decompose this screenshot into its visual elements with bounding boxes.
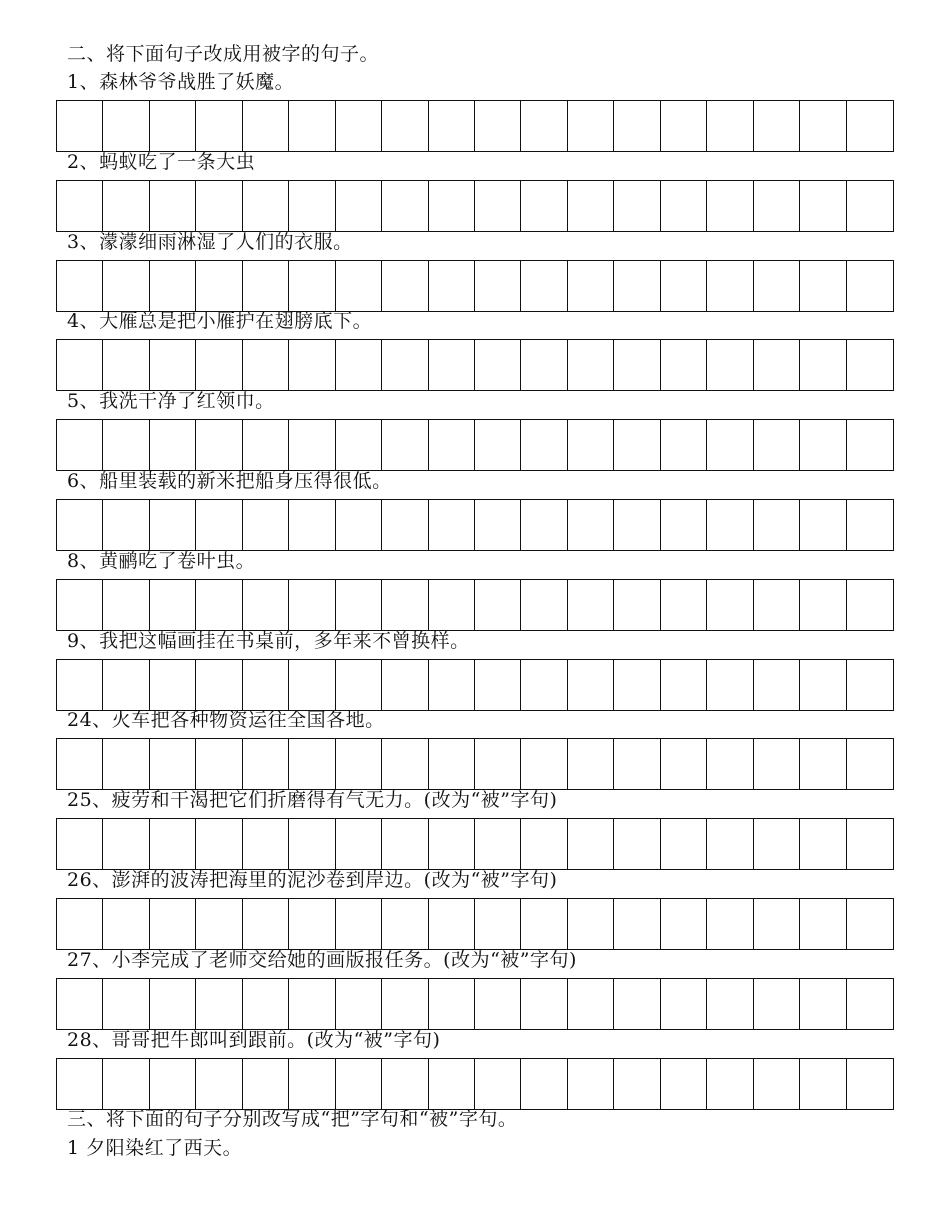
answer-cell[interactable] [800, 739, 846, 789]
answer-cell[interactable] [521, 979, 567, 1029]
answer-cell[interactable] [150, 420, 196, 470]
answer-cell[interactable] [382, 261, 428, 311]
answer-cell[interactable] [382, 500, 428, 550]
answer-cell[interactable] [568, 340, 614, 390]
answer-cell[interactable] [429, 420, 475, 470]
answer-cell[interactable] [475, 739, 521, 789]
answer-cell[interactable] [661, 899, 707, 949]
answer-cell[interactable] [521, 819, 567, 869]
answer-cell[interactable] [568, 420, 614, 470]
answer-cell[interactable] [475, 899, 521, 949]
answer-cell[interactable] [150, 979, 196, 1029]
answer-cell[interactable] [57, 979, 103, 1029]
answer-cell[interactable] [568, 500, 614, 550]
answer-cell[interactable] [103, 181, 149, 231]
answer-cell[interactable] [289, 979, 335, 1029]
answer-cell[interactable] [103, 420, 149, 470]
answer-cell[interactable] [196, 819, 242, 869]
answer-grid[interactable] [56, 419, 894, 471]
answer-cell[interactable] [289, 1059, 335, 1109]
answer-cell[interactable] [382, 979, 428, 1029]
answer-cell[interactable] [754, 181, 800, 231]
answer-cell[interactable] [336, 660, 382, 710]
answer-cell[interactable] [289, 340, 335, 390]
answer-cell[interactable] [196, 739, 242, 789]
question-6: 6、船里装载的新米把船身压得很低。 [67, 470, 392, 492]
answer-cell[interactable] [243, 660, 289, 710]
answer-cell[interactable] [429, 979, 475, 1029]
answer-cell[interactable] [568, 261, 614, 311]
question-7: 8、黄鹂吃了卷叶虫。 [67, 549, 256, 572]
answer-cell[interactable] [707, 819, 753, 869]
answer-cell[interactable] [150, 660, 196, 710]
answer-cell[interactable] [382, 1059, 428, 1109]
answer-cell[interactable] [707, 660, 753, 710]
question-3: 3、濛濛细雨淋湿了人们的衣服。 [67, 230, 353, 253]
answer-cell[interactable] [336, 899, 382, 949]
answer-cell[interactable] [847, 819, 893, 869]
answer-cell[interactable] [196, 580, 242, 630]
answer-cell[interactable] [103, 739, 149, 789]
section-3-item-1: 1 夕阳染红了西天。 [67, 1137, 243, 1159]
answer-grid[interactable] [56, 978, 894, 1030]
answer-cell[interactable] [289, 261, 335, 311]
answer-cell[interactable] [196, 660, 242, 710]
answer-cell[interactable] [243, 580, 289, 630]
answer-cell[interactable] [847, 660, 893, 710]
answer-cell[interactable] [336, 1059, 382, 1109]
answer-cell[interactable] [521, 660, 567, 710]
question-8: 9、我把这幅画挂在书桌前，多年来不曾换样。 [67, 629, 470, 652]
answer-cell[interactable] [847, 739, 893, 789]
answer-cell[interactable] [336, 340, 382, 390]
answer-cell[interactable] [382, 660, 428, 710]
answer-cell[interactable] [196, 899, 242, 949]
answer-cell[interactable] [707, 979, 753, 1029]
answer-cell[interactable] [707, 580, 753, 630]
answer-cell[interactable] [243, 500, 289, 550]
answer-cell[interactable] [150, 739, 196, 789]
answer-cell[interactable] [429, 181, 475, 231]
answer-cell[interactable] [847, 1059, 893, 1109]
answer-cell[interactable] [150, 580, 196, 630]
answer-cell[interactable] [382, 101, 428, 151]
answer-cell[interactable] [475, 181, 521, 231]
answer-cell[interactable] [521, 340, 567, 390]
section-3-heading: 三、将下面的句子分别改写成“把”字句和“被”字句。 [67, 1108, 518, 1130]
answer-grid[interactable] [56, 738, 894, 790]
answer-cell[interactable] [196, 1059, 242, 1109]
answer-cell[interactable] [57, 181, 103, 231]
answer-cell[interactable] [661, 819, 707, 869]
answer-cell[interactable] [614, 899, 660, 949]
answer-cell[interactable] [57, 261, 103, 311]
answer-cell[interactable] [336, 979, 382, 1029]
answer-cell[interactable] [475, 420, 521, 470]
answer-cell[interactable] [475, 340, 521, 390]
answer-cell[interactable] [661, 739, 707, 789]
answer-cell[interactable] [196, 979, 242, 1029]
answer-cell[interactable] [243, 819, 289, 869]
answer-cell[interactable] [661, 979, 707, 1029]
answer-cell[interactable] [568, 819, 614, 869]
answer-cell[interactable] [754, 979, 800, 1029]
question-12: 27、小李完成了老师交给她的画版报任务。(改为“被”字句) [67, 948, 577, 971]
answer-cell[interactable] [568, 101, 614, 151]
answer-cell[interactable] [103, 660, 149, 710]
answer-cell[interactable] [103, 1059, 149, 1109]
answer-cell[interactable] [661, 340, 707, 390]
answer-cell[interactable] [661, 420, 707, 470]
answer-cell[interactable] [429, 899, 475, 949]
answer-cell[interactable] [661, 261, 707, 311]
answer-cell[interactable] [336, 261, 382, 311]
answer-cell[interactable] [475, 979, 521, 1029]
answer-cell[interactable] [707, 899, 753, 949]
answer-cell[interactable] [57, 580, 103, 630]
answer-cell[interactable] [57, 500, 103, 550]
answer-cell[interactable] [57, 660, 103, 710]
answer-cell[interactable] [614, 261, 660, 311]
answer-cell[interactable] [521, 101, 567, 151]
answer-cell[interactable] [57, 340, 103, 390]
answer-cell[interactable] [754, 660, 800, 710]
question-9: 24、火车把各种物资运往全国各地。 [67, 709, 385, 732]
answer-cell[interactable] [847, 261, 893, 311]
answer-cell[interactable] [429, 101, 475, 151]
answer-cell[interactable] [661, 580, 707, 630]
answer-cell[interactable] [289, 500, 335, 550]
answer-cell[interactable] [150, 261, 196, 311]
answer-cell[interactable] [475, 101, 521, 151]
answer-cell[interactable] [243, 1059, 289, 1109]
answer-cell[interactable] [336, 500, 382, 550]
answer-cell[interactable] [800, 660, 846, 710]
answer-cell[interactable] [568, 739, 614, 789]
answer-cell[interactable] [150, 500, 196, 550]
question-5: 5、我洗干净了红领巾。 [67, 390, 275, 413]
answer-cell[interactable] [382, 340, 428, 390]
answer-cell[interactable] [289, 420, 335, 470]
answer-cell[interactable] [150, 819, 196, 869]
answer-cell[interactable] [382, 420, 428, 470]
answer-cell[interactable] [57, 420, 103, 470]
answer-cell[interactable] [754, 500, 800, 550]
answer-cell[interactable] [243, 340, 289, 390]
answer-cell[interactable] [150, 181, 196, 231]
answer-cell[interactable] [103, 261, 149, 311]
answer-cell[interactable] [800, 580, 846, 630]
answer-cell[interactable] [103, 979, 149, 1029]
answer-cell[interactable] [150, 899, 196, 949]
answer-cell[interactable] [800, 261, 846, 311]
answer-cell[interactable] [103, 101, 149, 151]
answer-cell[interactable] [289, 660, 335, 710]
answer-cell[interactable] [568, 580, 614, 630]
answer-cell[interactable] [614, 739, 660, 789]
answer-cell[interactable] [150, 340, 196, 390]
answer-cell[interactable] [429, 580, 475, 630]
answer-cell[interactable] [289, 181, 335, 231]
answer-cell[interactable] [243, 739, 289, 789]
answer-cell[interactable] [707, 420, 753, 470]
answer-cell[interactable] [614, 500, 660, 550]
answer-cell[interactable] [196, 181, 242, 231]
answer-cell[interactable] [103, 819, 149, 869]
answer-cell[interactable] [614, 979, 660, 1029]
answer-cell[interactable] [289, 819, 335, 869]
answer-cell[interactable] [475, 1059, 521, 1109]
answer-cell[interactable] [568, 660, 614, 710]
answer-cell[interactable] [800, 979, 846, 1029]
answer-cell[interactable] [754, 899, 800, 949]
answer-grid[interactable] [56, 180, 894, 232]
answer-cell[interactable] [196, 340, 242, 390]
answer-cell[interactable] [707, 500, 753, 550]
answer-cell[interactable] [336, 420, 382, 470]
answer-cell[interactable] [754, 1059, 800, 1109]
answer-cell[interactable] [521, 739, 567, 789]
answer-cell[interactable] [847, 101, 893, 151]
answer-cell[interactable] [661, 181, 707, 231]
answer-cell[interactable] [614, 580, 660, 630]
answer-cell[interactable] [800, 101, 846, 151]
answer-cell[interactable] [614, 420, 660, 470]
answer-cell[interactable] [429, 340, 475, 390]
answer-grid[interactable] [56, 818, 894, 870]
answer-cell[interactable] [754, 420, 800, 470]
answer-cell[interactable] [475, 580, 521, 630]
answer-cell[interactable] [521, 580, 567, 630]
answer-cell[interactable] [243, 261, 289, 311]
question-13: 28、哥哥把牛郎叫到跟前。(改为“被”字句) [67, 1028, 441, 1051]
answer-cell[interactable] [382, 580, 428, 630]
answer-cell[interactable] [754, 819, 800, 869]
answer-cell[interactable] [847, 899, 893, 949]
answer-grid[interactable] [56, 579, 894, 631]
answer-cell[interactable] [521, 261, 567, 311]
answer-cell[interactable] [103, 580, 149, 630]
answer-cell[interactable] [707, 1059, 753, 1109]
answer-cell[interactable] [382, 899, 428, 949]
answer-grid[interactable] [56, 898, 894, 950]
answer-cell[interactable] [57, 899, 103, 949]
answer-cell[interactable] [103, 899, 149, 949]
answer-cell[interactable] [800, 340, 846, 390]
answer-grid[interactable] [56, 1058, 894, 1110]
answer-cell[interactable] [521, 500, 567, 550]
answer-cell[interactable] [289, 580, 335, 630]
answer-cell[interactable] [707, 739, 753, 789]
question-4: 4、大雁总是把小雁护在翅膀底下。 [67, 310, 373, 333]
answer-cell[interactable] [429, 819, 475, 869]
answer-cell[interactable] [800, 1059, 846, 1109]
answer-cell[interactable] [57, 739, 103, 789]
answer-cell[interactable] [196, 261, 242, 311]
answer-cell[interactable] [243, 181, 289, 231]
answer-cell[interactable] [429, 261, 475, 311]
answer-cell[interactable] [661, 101, 707, 151]
answer-cell[interactable] [336, 580, 382, 630]
answer-cell[interactable] [800, 181, 846, 231]
answer-cell[interactable] [57, 1059, 103, 1109]
answer-cell[interactable] [429, 739, 475, 789]
answer-grid[interactable] [56, 339, 894, 391]
section-2-heading: 二、将下面句子改成用被字的句子。 [67, 43, 380, 65]
answer-cell[interactable] [847, 580, 893, 630]
answer-cell[interactable] [429, 500, 475, 550]
answer-cell[interactable] [754, 580, 800, 630]
answer-cell[interactable] [568, 1059, 614, 1109]
question-11: 26、澎湃的波涛把海里的泥沙卷到岸边。(改为“被”字句) [67, 869, 558, 891]
answer-cell[interactable] [568, 181, 614, 231]
answer-cell[interactable] [243, 979, 289, 1029]
answer-cell[interactable] [847, 340, 893, 390]
answer-cell[interactable] [800, 899, 846, 949]
question-10: 25、疲劳和干渴把它们折磨得有气无力。(改为“被”字句) [67, 789, 558, 812]
answer-cell[interactable] [754, 101, 800, 151]
answer-cell[interactable] [57, 819, 103, 869]
answer-cell[interactable] [382, 181, 428, 231]
answer-cell[interactable] [336, 181, 382, 231]
question-1: 1、森林爷爷战胜了妖魔。 [67, 71, 295, 93]
answer-cell[interactable] [243, 899, 289, 949]
answer-cell[interactable] [707, 101, 753, 151]
answer-cell[interactable] [754, 261, 800, 311]
answer-cell[interactable] [57, 101, 103, 151]
answer-cell[interactable] [614, 181, 660, 231]
answer-cell[interactable] [150, 101, 196, 151]
answer-cell[interactable] [800, 819, 846, 869]
answer-grid[interactable] [56, 659, 894, 711]
answer-cell[interactable] [289, 101, 335, 151]
answer-grid[interactable] [56, 260, 894, 312]
answer-cell[interactable] [243, 420, 289, 470]
answer-cell[interactable] [382, 819, 428, 869]
answer-cell[interactable] [800, 420, 846, 470]
answer-cell[interactable] [847, 979, 893, 1029]
answer-cell[interactable] [614, 101, 660, 151]
answer-cell[interactable] [243, 101, 289, 151]
answer-cell[interactable] [847, 181, 893, 231]
answer-cell[interactable] [289, 899, 335, 949]
answer-cell[interactable] [475, 660, 521, 710]
answer-cell[interactable] [661, 500, 707, 550]
answer-cell[interactable] [614, 660, 660, 710]
answer-cell[interactable] [429, 660, 475, 710]
answer-cell[interactable] [103, 500, 149, 550]
answer-cell[interactable] [336, 819, 382, 869]
answer-cell[interactable] [521, 899, 567, 949]
answer-cell[interactable] [661, 1059, 707, 1109]
answer-cell[interactable] [475, 500, 521, 550]
answer-cell[interactable] [614, 340, 660, 390]
answer-cell[interactable] [196, 420, 242, 470]
answer-cell[interactable] [847, 420, 893, 470]
answer-cell[interactable] [521, 181, 567, 231]
answer-cell[interactable] [754, 739, 800, 789]
answer-cell[interactable] [382, 739, 428, 789]
answer-cell[interactable] [196, 500, 242, 550]
answer-cell[interactable] [614, 819, 660, 869]
answer-cell[interactable] [475, 261, 521, 311]
answer-cell[interactable] [336, 101, 382, 151]
answer-cell[interactable] [336, 739, 382, 789]
answer-cell[interactable] [707, 340, 753, 390]
answer-cell[interactable] [103, 340, 149, 390]
answer-cell[interactable] [707, 261, 753, 311]
answer-cell[interactable] [754, 340, 800, 390]
answer-cell[interactable] [521, 420, 567, 470]
answer-cell[interactable] [150, 1059, 196, 1109]
answer-grid[interactable] [56, 499, 894, 551]
answer-cell[interactable] [661, 660, 707, 710]
answer-cell[interactable] [614, 1059, 660, 1109]
answer-cell[interactable] [196, 101, 242, 151]
answer-cell[interactable] [707, 181, 753, 231]
answer-cell[interactable] [289, 739, 335, 789]
answer-cell[interactable] [800, 500, 846, 550]
answer-cell[interactable] [429, 1059, 475, 1109]
answer-grid[interactable] [56, 100, 894, 152]
answer-cell[interactable] [568, 899, 614, 949]
answer-cell[interactable] [568, 979, 614, 1029]
answer-cell[interactable] [475, 819, 521, 869]
question-2: 2、蚂蚁吃了一条大虫 [67, 150, 256, 173]
answer-cell[interactable] [847, 500, 893, 550]
answer-cell[interactable] [521, 1059, 567, 1109]
